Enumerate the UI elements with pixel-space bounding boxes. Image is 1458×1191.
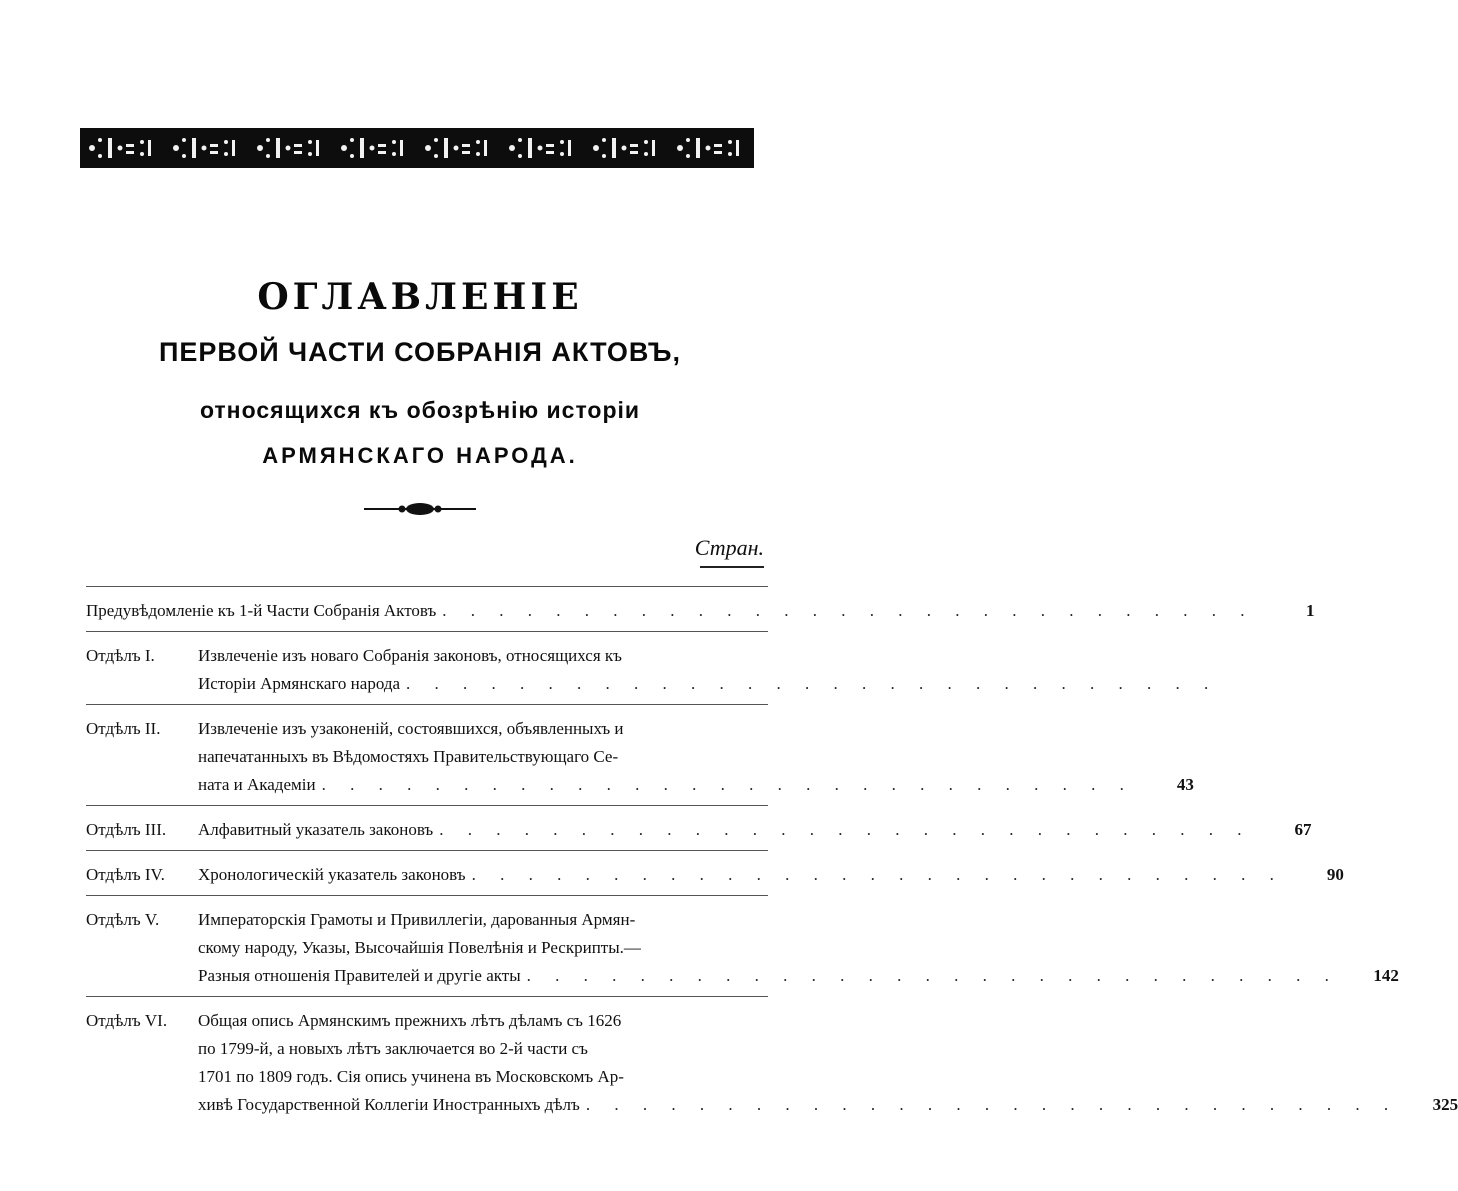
ornament-divider: [360, 500, 480, 518]
toc-entry-line: [86, 670, 1219, 698]
entry-text: Предувѣдомленіе къ 1-й Части Собранія Актовъ: [86, 601, 437, 620]
title-line-1: ПЕРВОЙ ЧАСТИ СОБРАНІЯ АКТОВЪ,: [158, 337, 682, 367]
toc-entry-line: [86, 934, 768, 962]
section-label: Отдѣлъ I.: [86, 646, 155, 665]
entry-text: Разныя отношенія Правителей и другіе акты: [198, 966, 521, 985]
toc-entry-line: [86, 1035, 768, 1063]
title-line-2: относящихся къ обозрѣнію исторіи: [199, 397, 641, 423]
ornament-pattern: [80, 128, 754, 168]
entry-text: Хронологическій указатель законовъ: [198, 865, 466, 884]
entry-text: Алфавитный указатель законовъ: [198, 820, 434, 839]
toc-entry-line: [86, 743, 768, 771]
entry-separator: [86, 850, 768, 851]
entry-text: по 1799-й, а новыхъ лѣтъ заключается во 2-й части съ: [198, 1039, 588, 1058]
toc-entry-line: [86, 771, 1194, 799]
entry-separator: [86, 586, 768, 587]
leader-dots: . . . . . . . . . . . . . . . . . . . . . . . . . . . . .: [526, 966, 1339, 985]
toc-entry-line: [86, 597, 1315, 625]
page-column-header: Стран.: [694, 535, 764, 560]
entry-separator: [86, 805, 768, 806]
page-number: 43: [1176, 775, 1194, 794]
section-label: Отдѣлъ IV.: [86, 865, 165, 884]
entry-text: 1701 по 1809 годъ. Сія опись учинена въ Московскомъ Ар-: [198, 1067, 624, 1086]
toc-entry-line: [86, 1091, 1458, 1119]
toc-entry: [86, 715, 1194, 799]
toc-entry-line: [86, 816, 1312, 844]
leader-dots: . . . . . . . . . . . . . . . . . . . . . . . . . . . . .: [406, 674, 1219, 693]
toc-entry: [86, 597, 1315, 625]
entry-separator: [86, 996, 768, 997]
ornamental-band: [80, 128, 754, 168]
title-line-3: АРМЯНСКАГО НАРОДА.: [262, 443, 578, 468]
toc-entry-line: [86, 1007, 768, 1035]
page-number: 67: [1294, 820, 1312, 839]
toc-entry-line: [86, 906, 768, 934]
entry-text: ната и Академіи: [198, 775, 316, 794]
page-number: 1: [1306, 601, 1315, 620]
toc-entry: [86, 1007, 1458, 1119]
leader-dots: . . . . . . . . . . . . . . . . . . . . . . . . . . . . .: [585, 1095, 1399, 1114]
page-number: 90: [1326, 865, 1344, 884]
toc-entry: [86, 906, 1399, 990]
page-number: 142: [1373, 966, 1399, 985]
section-label: Отдѣлъ VI.: [86, 1011, 168, 1030]
section-label: Отдѣлъ II.: [86, 719, 161, 738]
entry-text: Общая опись Армянскимъ прежнихъ лѣтъ дѣламъ съ 1626: [198, 1011, 622, 1030]
entry-separator: [86, 895, 768, 896]
entry-text: скому народу, Указы, Высочайшія Повелѣнія и Рескрипты.—: [198, 938, 641, 957]
leader-dots: . . . . . . . . . . . . . . . . . . . . . . . . . . . . .: [439, 820, 1252, 839]
section-label: Отдѣлъ V.: [86, 910, 160, 929]
toc-entry-line: [86, 962, 1399, 990]
entry-separator: [86, 704, 768, 705]
entry-text: Императорскія Грамоты и Привиллегіи, дарованныя Армян-: [198, 910, 636, 929]
leader-dots: . . . . . . . . . . . . . . . . . . . . . . . . . . . . .: [442, 601, 1255, 620]
entry-text: хивѣ Государственной Коллегіи Иностранныхъ дѣлъ: [198, 1095, 580, 1114]
toc-entry-line: [86, 1063, 768, 1091]
toc-entry-line: [86, 715, 768, 743]
toc-entry-line: [86, 861, 1344, 889]
entry-text: Извлеченіе изъ новаго Собранія законовъ, относящихся къ: [198, 646, 622, 665]
toc-entry: [86, 642, 1219, 698]
toc-entry: [86, 816, 1312, 844]
table-of-contents: [86, 580, 1458, 1119]
column-header-rule: [700, 566, 764, 568]
leader-dots: . . . . . . . . . . . . . . . . . . . . . . . . . . . . .: [321, 775, 1134, 794]
entry-text: Извлеченіе изъ узаконеній, состоявшихся, объявленныхъ и: [198, 719, 624, 738]
entry-text: Исторіи Армянскаго народа: [198, 674, 401, 693]
toc-entry: [86, 861, 1344, 889]
section-label: Отдѣлъ III.: [86, 820, 167, 839]
entry-separator: [86, 631, 768, 632]
page-title: ОГЛАВЛЕНІЕ: [257, 276, 583, 318]
page-number: 325: [1432, 1095, 1458, 1114]
leader-dots: . . . . . . . . . . . . . . . . . . . . . . . . . . . . .: [471, 865, 1284, 884]
toc-entry-line: [86, 642, 768, 670]
entry-text: напечатанныхъ въ Вѣдомостяхъ Правительствующаго Се-: [198, 747, 619, 766]
